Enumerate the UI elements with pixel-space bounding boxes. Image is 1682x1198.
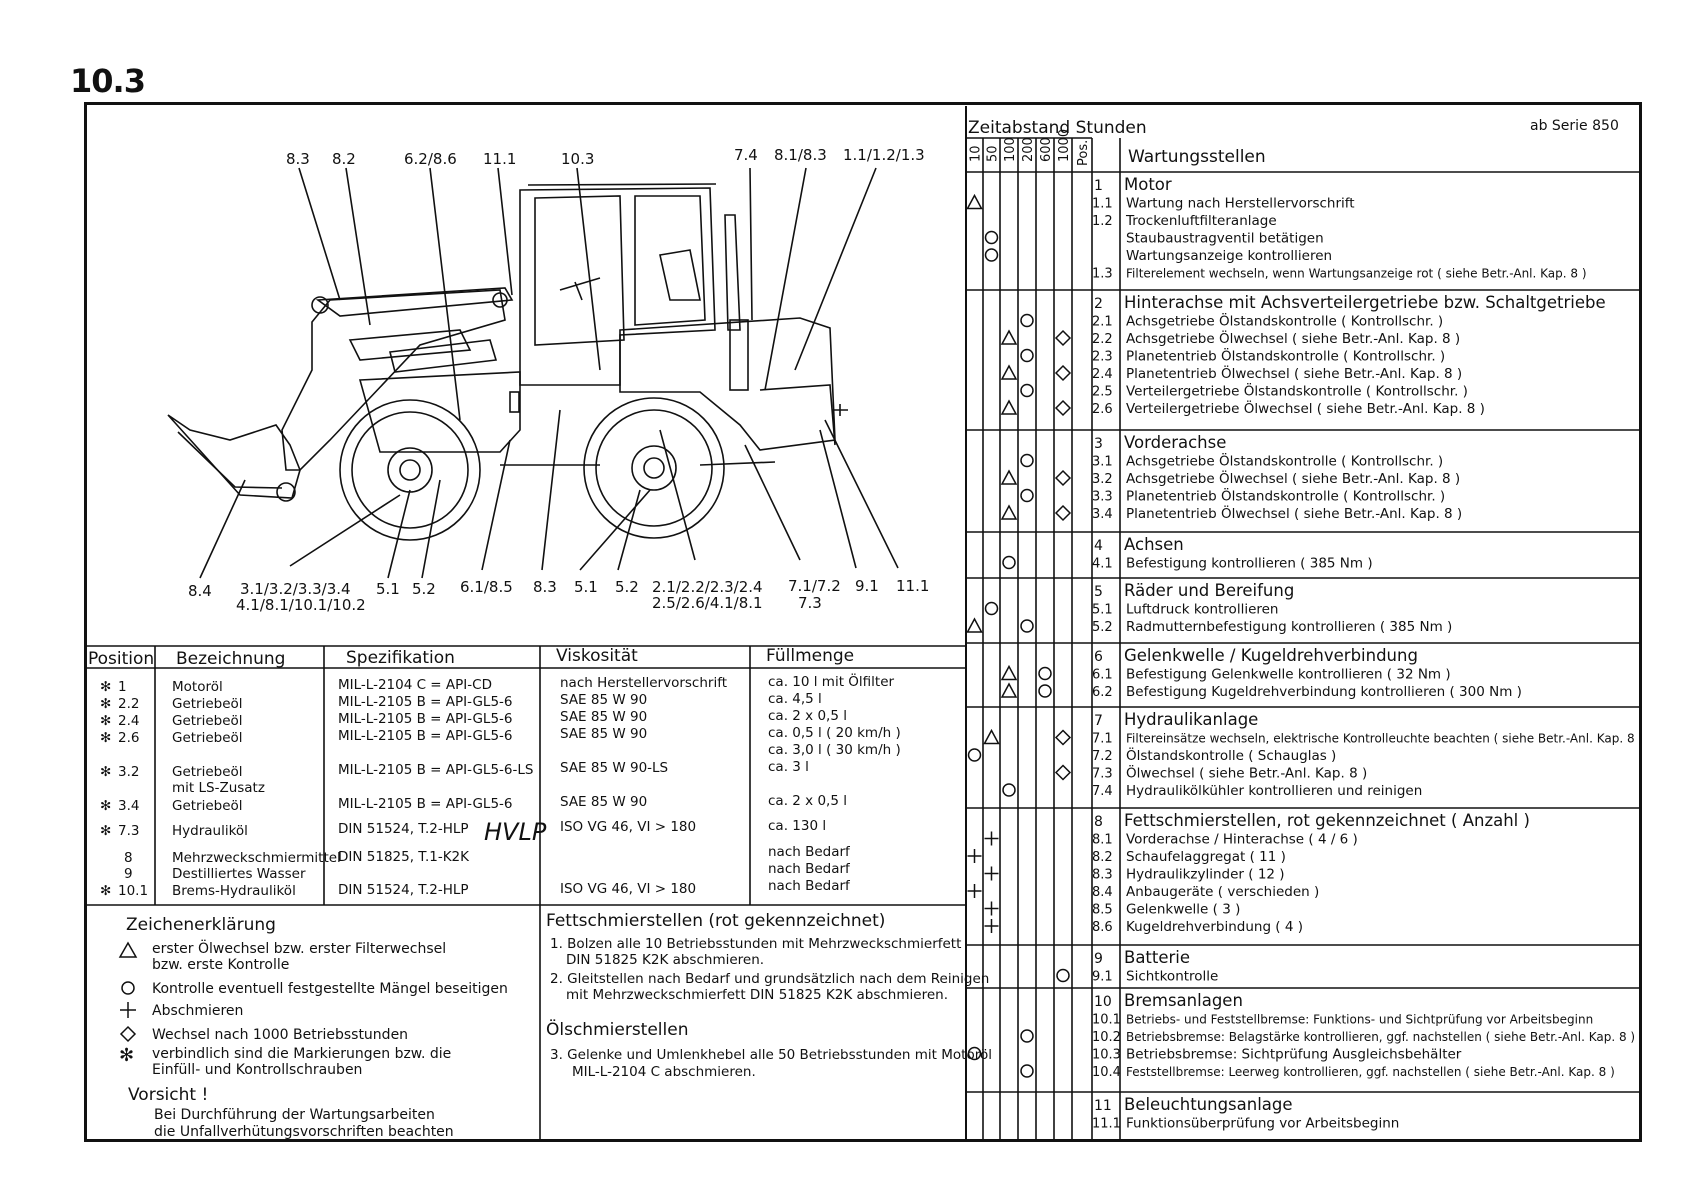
- wheel-loader-drawing: [168, 168, 898, 578]
- entry-text: Wartungsanzeige kontrollieren: [1126, 248, 1333, 264]
- entry-pos: 2.3: [1092, 349, 1113, 365]
- diamond-icon: [1056, 506, 1070, 520]
- svg-text:1: 1: [118, 679, 127, 695]
- entry-text: Kugeldrehverbindung ( 4 ): [1126, 919, 1304, 935]
- svg-text:✻: ✻: [100, 823, 112, 839]
- svg-text:MIL-L-2104 C abschmieren.: MIL-L-2104 C abschmieren.: [572, 1064, 756, 1080]
- svg-text:ca. 3 l: ca. 3 l: [768, 759, 809, 775]
- entry-pos: 7.2: [1092, 749, 1113, 764]
- triangle-icon: [1002, 506, 1016, 519]
- diagram-label: 11.1: [483, 150, 517, 168]
- circle-icon: [1021, 620, 1033, 632]
- table-row: [100, 759, 809, 796]
- svg-text:ca. 4,5 l: ca. 4,5 l: [768, 691, 822, 707]
- circle-icon: [986, 232, 998, 244]
- diagram-label: 7.1/7.2: [788, 577, 841, 595]
- entry-pos: 2.5: [1092, 384, 1113, 400]
- entry-text: Planetentrieb Ölstandskontrolle ( Kontrollschr. ): [1126, 488, 1446, 505]
- legend: [119, 915, 508, 1140]
- diamond-icon: [1056, 731, 1070, 745]
- entry-pos: 4.1: [1092, 556, 1113, 572]
- entry-pos: 8.4: [1092, 885, 1113, 900]
- maintenance-group: [1092, 293, 1606, 417]
- diagram-labels-top: [286, 146, 925, 168]
- diagram-label: 3.1/3.2/3.3/3.4: [240, 580, 351, 598]
- svg-text:✻: ✻: [100, 679, 112, 695]
- schedule-table: [968, 118, 1643, 1132]
- col-header: Füllmenge: [766, 646, 855, 666]
- svg-text:Getriebeöl: Getriebeöl: [172, 798, 243, 814]
- entry-pos: 6.2: [1092, 685, 1113, 700]
- interval-header: 50: [985, 145, 1001, 162]
- entry-pos: 7.4: [1092, 784, 1113, 799]
- col-header: Spezifikation: [346, 648, 455, 668]
- triangle-icon: [968, 196, 982, 209]
- group-title: Fettschmierstellen, rot gekennzeichnet ( Anzahl ): [1124, 811, 1530, 830]
- svg-text:✻: ✻: [100, 713, 112, 729]
- svg-text:ISO VG 46, VI > 180: ISO VG 46, VI > 180: [560, 881, 697, 897]
- maintenance-group: [1092, 710, 1643, 799]
- diagram-label: 10.3: [561, 150, 595, 168]
- time-interval-header: Zeitabstand Stunden: [968, 118, 1147, 138]
- plus-icon: [968, 849, 982, 863]
- svg-text:✻: ✻: [100, 764, 112, 780]
- fluids-table-header: [88, 646, 854, 669]
- entry-pos: 3.2: [1092, 472, 1113, 487]
- diagram-labels-bottom: [188, 577, 929, 614]
- group-number: 6: [1094, 649, 1103, 665]
- group-number: 5: [1094, 584, 1103, 600]
- triangle-icon: [1002, 471, 1016, 484]
- diagram-label: 5.2: [615, 578, 639, 596]
- grease-title: Fettschmierstellen (rot gekennzeichnet): [546, 911, 886, 931]
- svg-text:Bei Durchführung der Wartungsa: Bei Durchführung der Wartungsarbeiten: [154, 1107, 435, 1123]
- svg-text:DIN 51825 K2K abschmieren.: DIN 51825 K2K abschmieren.: [566, 952, 765, 968]
- entry-text: Ölwechsel ( siehe Betr.-Anl. Kap. 8 ): [1126, 765, 1368, 782]
- entry-text: Planetentrieb Ölwechsel ( siehe Betr.-Anl. Kap. 8 ): [1126, 506, 1463, 522]
- entry-text: Funktionsüberprüfung vor Arbeitsbeginn: [1126, 1115, 1400, 1132]
- circle-icon: [1021, 385, 1033, 397]
- diagram-label: 8.1/8.3: [774, 146, 827, 164]
- triangle-icon: [1002, 684, 1016, 697]
- entry-text: Anbaugeräte ( verschieden ): [1126, 884, 1320, 900]
- plus-icon: [968, 884, 982, 898]
- svg-text:2.6: 2.6: [118, 730, 140, 746]
- svg-text:Kontrolle eventuell festgestel: Kontrolle eventuell festgestellte Mängel beseitigen: [152, 981, 508, 997]
- triangle-icon: [985, 731, 999, 744]
- entry-text: Betriebsbremse: Sichtprüfung Ausgleichsbehälter: [1126, 1046, 1462, 1063]
- svg-text:MIL-L-2105 B = API-GL5-6: MIL-L-2105 B = API-GL5-6: [338, 796, 513, 812]
- circle-icon: [1021, 315, 1033, 327]
- svg-text:SAE 85 W 90: SAE 85 W 90: [560, 709, 648, 725]
- entry-text: Radmutternbefestigung kontrollieren ( 385 Nm ): [1126, 619, 1453, 635]
- svg-text:Destilliertes Wasser: Destilliertes Wasser: [172, 866, 306, 882]
- interval-header: 600: [1039, 137, 1054, 162]
- maintenance-group: [1092, 433, 1462, 522]
- plus-icon: [985, 832, 999, 846]
- svg-text:ca. 10 l mit Ölfilter: ca. 10 l mit Ölfilter: [768, 674, 895, 690]
- svg-text:MIL-L-2104 C = API-CD: MIL-L-2104 C = API-CD: [338, 677, 492, 693]
- svg-text:nach Bedarf: nach Bedarf: [768, 844, 850, 860]
- group-title: Motor: [1124, 175, 1172, 194]
- entry-text: Betriebsbremse: Belagstärke kontrollieren, ggf. nachstellen ( siehe Betr.-Anl. Kap. 8 ): [1126, 1030, 1636, 1044]
- interval-header: 1000: [1057, 128, 1072, 162]
- entry-pos: 2.2: [1092, 332, 1113, 347]
- diagram-label: 6.2/8.6: [404, 150, 457, 168]
- maintenance-group: [1092, 646, 1522, 700]
- group-number: 4: [1094, 538, 1103, 554]
- maintenance-group: [1092, 991, 1635, 1080]
- entry-pos: 8.5: [1092, 902, 1113, 918]
- entry-text: Luftdruck kontrollieren: [1126, 601, 1279, 618]
- group-title: Gelenkwelle / Kugeldrehverbindung: [1124, 646, 1418, 665]
- maintenance-group: [1092, 535, 1373, 572]
- circle-icon: [1039, 668, 1051, 680]
- svg-text:nach Bedarf: nach Bedarf: [768, 861, 850, 877]
- entry-pos: 8.3: [1092, 867, 1113, 883]
- svg-text:SAE 85 W 90: SAE 85 W 90: [560, 726, 648, 742]
- fluids-table: [100, 672, 901, 899]
- group-title: Räder und Bereifung: [1124, 581, 1295, 600]
- page-title: 10.3: [70, 62, 145, 100]
- entry-pos: 7.1: [1092, 731, 1113, 747]
- entry-text: Befestigung Gelenkwelle kontrollieren ( 32 Nm ): [1126, 666, 1451, 683]
- group-title: Achsen: [1124, 535, 1184, 554]
- triangle-icon: [1002, 331, 1016, 344]
- diamond-icon: [1056, 331, 1070, 345]
- entry-text: Achsgetriebe Ölstandskontrolle ( Kontrollschr. ): [1126, 453, 1444, 470]
- diamond-icon: [1056, 766, 1070, 780]
- triangle-icon: [120, 943, 136, 957]
- table-row: [100, 793, 847, 814]
- entry-text: Filterelement wechseln, wenn Wartungsanzeige rot ( siehe Betr.-Anl. Kap. 8 ): [1126, 266, 1587, 281]
- circle-icon: [986, 603, 998, 615]
- circle-icon: [1003, 557, 1015, 569]
- entry-text: Sichtkontrolle: [1126, 968, 1219, 985]
- triangle-icon: [1002, 401, 1016, 414]
- entry-text: Befestigung kontrollieren ( 385 Nm ): [1126, 555, 1373, 572]
- group-number: 8: [1094, 814, 1103, 830]
- entry-text: Befestigung Kugeldrehverbindung kontrollieren ( 300 Nm ): [1126, 684, 1522, 700]
- entry-pos: 5.2: [1092, 620, 1113, 635]
- svg-text:✻: ✻: [100, 696, 112, 712]
- circle-icon: [1021, 490, 1033, 502]
- diamond-icon: [1056, 471, 1070, 485]
- entry-text: Schaufelaggregat ( 11 ): [1126, 849, 1286, 865]
- table-row: [100, 818, 826, 846]
- entry-text: Filtereinsätze wechseln, elektrische Kontrolleuchte beachten ( siehe Betr.-Anl. Kap. 8 ): [1126, 731, 1644, 746]
- circle-icon: [1021, 350, 1033, 362]
- svg-text:DIN 51524, T.2-HLP: DIN 51524, T.2-HLP: [338, 821, 469, 837]
- svg-text:9: 9: [124, 866, 133, 882]
- entry-text: Staubaustragventil betätigen: [1126, 230, 1324, 247]
- entry-pos: 10.1: [1092, 1012, 1121, 1028]
- diagram-label: 8.4: [188, 582, 212, 600]
- svg-text:MIL-L-2105 B = API-GL5-6: MIL-L-2105 B = API-GL5-6: [338, 728, 513, 744]
- entry-text: Betriebs- und Feststellbremse: Funktions- und Sichtprüfung vor Arbeitsbeginn: [1126, 1012, 1594, 1027]
- svg-text:8: 8: [124, 850, 133, 866]
- entry-pos: 3.3: [1092, 489, 1113, 505]
- circle-icon: [1039, 685, 1051, 697]
- maintenance-group: [1092, 811, 1530, 935]
- diagram-label: 5.1: [376, 580, 400, 598]
- entry-pos: 8.1: [1092, 832, 1113, 848]
- col-header: Position: [88, 649, 155, 669]
- schedule-grid: [966, 138, 1640, 1140]
- interval-header: 10: [968, 145, 984, 162]
- svg-text:Getriebeöl: Getriebeöl: [172, 730, 243, 746]
- diagram-label: 2.5/2.6/4.1/8.1: [652, 594, 763, 612]
- svg-text:2. Gleitstellen nach Bedarf un: 2. Gleitstellen nach Bedarf und grundsätzlich nach dem Reinigen: [550, 971, 990, 987]
- diagram-label: 1.1/1.2/1.3: [843, 146, 925, 164]
- plus-icon: [985, 919, 999, 933]
- table-row: [124, 844, 851, 866]
- svg-text:ca. 3,0 l ( 30 km/h ): ca. 3,0 l ( 30 km/h ): [768, 742, 901, 758]
- svg-text:erster Ölwechsel bzw. erster F: erster Ölwechsel bzw. erster Filterwechsel: [152, 941, 447, 957]
- circle-icon: [1021, 1065, 1033, 1077]
- diagram-label: 8.3: [286, 150, 310, 168]
- svg-text:7.3: 7.3: [118, 823, 140, 839]
- diagram-label: 6.1/8.5: [460, 578, 513, 596]
- group-title: Batterie: [1124, 948, 1191, 967]
- svg-text:bzw. erste Kontrolle: bzw. erste Kontrolle: [152, 957, 290, 973]
- asterisk-icon: ✻: [119, 1045, 135, 1066]
- svg-text:ca. 2 x 0,5 l: ca. 2 x 0,5 l: [768, 793, 847, 809]
- entry-pos: 2.1: [1092, 314, 1113, 330]
- svg-text:10.1: 10.1: [118, 883, 149, 899]
- diamond-icon: [1056, 366, 1070, 380]
- maintenance-group: [1092, 581, 1452, 635]
- entry-pos: 10.3: [1092, 1047, 1121, 1063]
- svg-text:nach Herstellervorschrift: nach Herstellervorschrift: [560, 675, 728, 691]
- diagram-label: 4.1/8.1/10.1/10.2: [236, 596, 366, 614]
- svg-text:2.4: 2.4: [118, 713, 140, 729]
- col-header: Bezeichnung: [176, 649, 286, 669]
- diagram-label: 11.1: [896, 577, 930, 595]
- diagram-label: 8.2: [332, 150, 356, 168]
- interval-header: 100: [1003, 137, 1018, 162]
- group-number: 3: [1094, 436, 1103, 452]
- entry-text: Trockenluftfilteranlage: [1126, 213, 1277, 229]
- group-number: 11: [1094, 1098, 1112, 1114]
- entry-pos: 5.1: [1092, 602, 1113, 618]
- entry-text: Vorderachse / Hinterachse ( 4 / 6 ): [1126, 831, 1358, 848]
- svg-text:ca. 130 l: ca. 130 l: [768, 818, 827, 834]
- series-label: ab Serie 850: [1530, 118, 1619, 134]
- triangle-icon: [968, 619, 982, 632]
- svg-text:1. Bolzen alle 10 Betriebsstun: 1. Bolzen alle 10 Betriebsstunden mit Mehrzweckschmierfett: [550, 936, 962, 952]
- group-title: Hinterachse mit Achsverteilergetriebe bzw. Schaltgetriebe: [1124, 293, 1606, 312]
- oil-title: Ölschmierstellen: [546, 1020, 689, 1040]
- diagram-label: 5.2: [412, 580, 436, 598]
- circle-icon: [969, 749, 981, 761]
- entry-text: Gelenkwelle ( 3 ): [1126, 901, 1241, 918]
- circle-icon: [1021, 1030, 1033, 1042]
- svg-text:Motoröl: Motoröl: [172, 679, 223, 695]
- circle-icon: [1021, 455, 1033, 467]
- entry-pos: 2.6: [1092, 402, 1113, 417]
- diamond-icon: [121, 1027, 135, 1041]
- group-number: 1: [1094, 178, 1103, 194]
- diagram-label: 2.1/2.2/2.3/2.4: [652, 578, 763, 596]
- maintenance-group: [1092, 175, 1587, 282]
- pos-header: Pos.: [1076, 139, 1091, 166]
- group-title: Beleuchtungsanlage: [1124, 1095, 1293, 1114]
- svg-text:Brems-Hydrauliköl: Brems-Hydrauliköl: [172, 883, 296, 899]
- circle-icon: [1057, 970, 1069, 982]
- legend-title: Zeichenerklärung: [126, 915, 276, 935]
- svg-text:Getriebeöl: Getriebeöl: [172, 713, 243, 729]
- entry-pos: 8.2: [1092, 850, 1113, 865]
- entry-pos: 7.3: [1092, 766, 1113, 782]
- svg-text:3.4: 3.4: [118, 798, 140, 814]
- svg-text:MIL-L-2105 B = API-GL5-6: MIL-L-2105 B = API-GL5-6: [338, 694, 513, 710]
- svg-text:SAE 85 W 90-LS: SAE 85 W 90-LS: [560, 760, 669, 776]
- svg-text:Getriebeöl: Getriebeöl: [172, 764, 243, 780]
- entry-pos: 9.1: [1092, 969, 1113, 985]
- entry-text: Ölstandskontrolle ( Schauglas ): [1126, 748, 1337, 764]
- entry-pos: 11.1: [1092, 1116, 1121, 1132]
- caution-title: Vorsicht !: [128, 1085, 209, 1105]
- svg-text:DIN 51524, T.2-HLP: DIN 51524, T.2-HLP: [338, 882, 469, 898]
- entry-text: Wartung nach Herstellervorschrift: [1126, 195, 1355, 212]
- svg-text:3. Gelenke und Umlenkhebel all: 3. Gelenke und Umlenkhebel alle 50 Betriebsstunden mit Motoröl: [550, 1047, 992, 1063]
- triangle-icon: [1002, 366, 1016, 379]
- entry-text: Verteilergetriebe Ölstandskontrolle ( Kontrollschr. ): [1126, 383, 1468, 400]
- interval-header: 200: [1021, 137, 1036, 162]
- diagram-label: 8.3: [533, 578, 557, 596]
- entry-text: Feststellbremse: Leerweg kontrollieren, ggf. nachstellen ( siehe Betr.-Anl. Kap. 8 ): [1126, 1065, 1615, 1079]
- maintenance-group: [1092, 1095, 1399, 1132]
- entry-pos: 1.2: [1092, 214, 1113, 229]
- svg-text:mit LS-Zusatz: mit LS-Zusatz: [172, 780, 265, 796]
- svg-text:✻: ✻: [100, 730, 112, 746]
- svg-text:2.2: 2.2: [118, 696, 140, 712]
- group-number: 9: [1094, 951, 1103, 967]
- svg-text:nach Bedarf: nach Bedarf: [768, 878, 850, 894]
- svg-text:ISO VG 46, VI > 180: ISO VG 46, VI > 180: [560, 819, 697, 835]
- svg-text:SAE 85 W 90: SAE 85 W 90: [560, 692, 648, 708]
- plus-icon: [985, 902, 999, 916]
- entry-pos: 3.4: [1092, 507, 1113, 522]
- table-row: [100, 725, 901, 758]
- svg-text:3.2: 3.2: [118, 764, 140, 780]
- svg-text:✻: ✻: [100, 883, 112, 899]
- diagram-label: 7.3: [798, 594, 822, 612]
- group-title: Bremsanlagen: [1124, 991, 1243, 1010]
- entry-text: Planetentrieb Ölstandskontrolle ( Kontrollschr. ): [1126, 348, 1446, 365]
- entry-text: Hydraulikzylinder ( 12 ): [1126, 866, 1285, 883]
- entry-pos: 2.4: [1092, 367, 1113, 382]
- entry-pos: 1.3: [1092, 266, 1113, 282]
- entry-text: Verteilergetriebe Ölwechsel ( siehe Betr.-Anl. Kap. 8 ): [1126, 401, 1485, 417]
- diagram-label: 9.1: [855, 577, 879, 595]
- maintenance-points-header: Wartungsstellen: [1128, 147, 1266, 167]
- entry-pos: 8.6: [1092, 920, 1113, 935]
- handwritten-note: HVLP: [484, 818, 547, 846]
- grease-notes: [546, 911, 992, 1080]
- group-number: 10: [1094, 994, 1112, 1010]
- svg-text:mit Mehrzweckschmierfett DIN 5: mit Mehrzweckschmierfett DIN 51825 K2K abschmieren.: [566, 987, 948, 1003]
- svg-text:Wechsel nach 1000 Betriebsstun: Wechsel nach 1000 Betriebsstunden: [152, 1027, 409, 1043]
- entry-pos: 10.2: [1092, 1030, 1121, 1045]
- maintenance-group: [1092, 948, 1218, 985]
- svg-text:Abschmieren: Abschmieren: [152, 1003, 244, 1019]
- entry-text: Achsgetriebe Ölstandskontrolle ( Kontrollschr. ): [1126, 313, 1444, 330]
- entry-pos: 10.4: [1092, 1065, 1121, 1080]
- triangle-icon: [1002, 667, 1016, 680]
- svg-text:MIL-L-2105 B = API-GL5-6: MIL-L-2105 B = API-GL5-6: [338, 711, 513, 727]
- svg-text:Hydrauliköl: Hydrauliköl: [172, 823, 248, 839]
- diamond-icon: [1056, 401, 1070, 415]
- group-number: 7: [1094, 713, 1103, 729]
- svg-text:Einfüll- und Kontrollschrauben: Einfüll- und Kontrollschrauben: [152, 1062, 363, 1078]
- group-number: 2: [1094, 296, 1103, 312]
- diagram-label: 5.1: [574, 578, 598, 596]
- group-title: Vorderachse: [1124, 433, 1227, 452]
- col-header: Viskosität: [556, 646, 638, 666]
- entry-pos: 6.1: [1092, 667, 1113, 683]
- group-title: Hydraulikanlage: [1124, 710, 1259, 729]
- svg-text:ca. 0,5 l ( 20 km/h ): ca. 0,5 l ( 20 km/h ): [768, 725, 901, 741]
- entry-text: Achsgetriebe Ölwechsel ( siehe Betr.-Anl. Kap. 8 ): [1126, 331, 1461, 347]
- circle-icon: [122, 982, 134, 994]
- diagram-label: 7.4: [734, 146, 758, 164]
- svg-text:✻: ✻: [100, 798, 112, 814]
- entry-text: Hydraulikölkühler kontrollieren und reinigen: [1126, 783, 1423, 799]
- plus-icon: [120, 1002, 136, 1018]
- svg-text:Mehrzweckschmiermittel: Mehrzweckschmiermittel: [172, 850, 341, 866]
- svg-text:MIL-L-2105 B = API-GL5-6-LS: MIL-L-2105 B = API-GL5-6-LS: [338, 762, 534, 778]
- entry-pos: 3.1: [1092, 454, 1113, 470]
- svg-text:verbindlich sind die Markierun: verbindlich sind die Markierungen bzw. die: [152, 1046, 452, 1062]
- entry-text: Planetentrieb Ölwechsel ( siehe Betr.-Anl. Kap. 8 ): [1126, 366, 1463, 382]
- svg-text:die Unfallverhütungsvorschrift: die Unfallverhütungsvorschriften beachten: [154, 1124, 454, 1140]
- svg-text:Getriebeöl: Getriebeöl: [172, 696, 243, 712]
- circle-icon: [986, 249, 998, 261]
- plus-icon: [985, 867, 999, 881]
- circle-icon: [1003, 784, 1015, 796]
- svg-text:SAE 85 W 90: SAE 85 W 90: [560, 794, 648, 810]
- svg-text:ca. 2 x 0,5 l: ca. 2 x 0,5 l: [768, 708, 847, 724]
- entry-pos: 1.1: [1092, 196, 1113, 212]
- entry-text: Achsgetriebe Ölwechsel ( siehe Betr.-Anl. Kap. 8 ): [1126, 471, 1461, 487]
- svg-text:DIN 51825, T.1-K2K: DIN 51825, T.1-K2K: [338, 849, 469, 865]
